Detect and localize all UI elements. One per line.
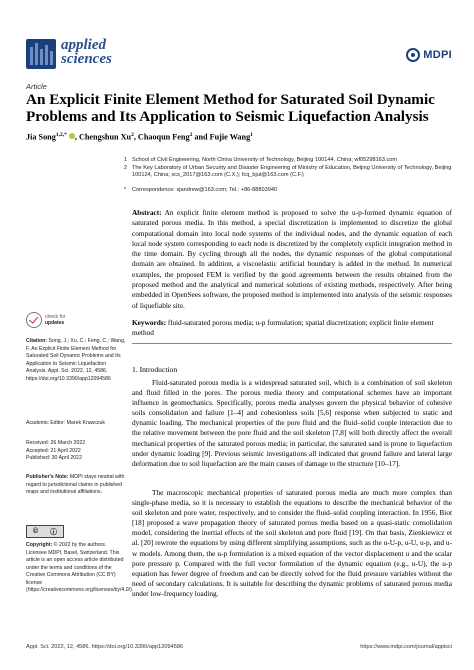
publisher-note: [26, 474, 126, 497]
author-affil-mark: 2: [189, 132, 193, 138]
check-for-updates-button[interactable]: [26, 312, 65, 328]
title-line-2: Problems and Its Application to Seismic Liquefaction Analysis: [26, 108, 429, 125]
affiliation-mark: 2: [124, 165, 128, 171]
affiliation-1: [124, 157, 452, 164]
citation-text: Song, J.; Xu, C.; Feng, C.; Wang, F. An Explicit Finite Element Method for Saturated Soil Dynamic Problems and Its Application to Seismic Liquefaction Analysis. Appl. Sci. 2022, 12, 4586. https://doi.org/10.3390/app12094586: [26, 338, 126, 382]
publisher-note-label: Publisher's Note:: [26, 474, 69, 480]
check-updates-line2: updates: [45, 320, 65, 326]
author-name[interactable]: Jia Song: [26, 132, 56, 142]
check-updates-icon: [26, 312, 42, 328]
publisher-name: MDPI: [423, 49, 452, 61]
accepted-date: Accepted: 21 April 2022: [26, 447, 81, 454]
correspondence-text: Correspondence: sjandrew@163.com; Tel.: +86-88803940: [132, 187, 278, 193]
affiliation-text: School of Civil Engineering, North China University of Technology, Beijing 100144, China; wf05298163.com: [132, 157, 398, 163]
affiliation-text: The Key Laboratory of Urban Security and Disaster Engineering of Ministry of Education, Beijing University of Technology, Beijing 100124, China; xcs_2017@163.com (C.X.); fcq_bjut@163.com (C.F.): [132, 165, 452, 179]
affiliation-2: [124, 165, 452, 179]
academic-editor: Academic Editor: Marek Krawczuk: [26, 420, 105, 426]
keywords: [132, 318, 452, 339]
copyright-label: Copyright:: [26, 542, 53, 548]
abstract-label: Abstract:: [132, 208, 162, 217]
publisher-logo[interactable]: [406, 48, 452, 62]
author-name[interactable]: , Chengshun Xu: [74, 132, 132, 142]
citation-block: [26, 338, 126, 383]
author-affil-mark: 1,2,*: [55, 132, 67, 138]
article-title: [26, 91, 456, 125]
copyright-text: © 2022 by the authors. Licensee MDPI, Basel, Switzerland. This article is an open access article distributed under the terms and conditions of the Creative Commons Attribution (CC BY) license (https://creativecommons.org/licenses/by/4.0/).: [26, 542, 134, 593]
publisher-note-text: MDPI stays neutral with regard to jurisdictional claims in published maps and institutional affiliations.: [26, 474, 125, 495]
journal-logo-icon: [26, 39, 56, 69]
cc-license-badge[interactable]: [26, 525, 64, 538]
affiliation-mark: *: [124, 187, 127, 193]
author-name[interactable]: and Fujie Wang: [192, 132, 251, 142]
journal-name-line2: sciences: [61, 51, 112, 67]
keywords-text: fluid-saturated porous media; u-p formulation; spatial discretization; explicit finite element method: [132, 318, 434, 338]
divider: [132, 343, 452, 344]
citation-label: Citation:: [26, 338, 48, 344]
affiliation-mark: 1: [124, 157, 128, 163]
title-line-1: An Explicit Finite Element Method for Saturated Soil Dynamic: [26, 91, 435, 108]
journal-name-line1: applied: [61, 37, 106, 53]
section-title: 1. Introduction: [132, 365, 178, 374]
check-updates-line1: check for: [45, 314, 66, 320]
keywords-label: Keywords:: [132, 318, 167, 327]
author-name[interactable]: , Chaoqun Feng: [133, 132, 190, 142]
abstract-text: An explicit finite element method is proposed to solve the u-p-formed dynamic equation of saturated porous media. In this method, a special discretization is implemented to discretize the global computational domain into local node systems of the individual nodes, and the dynamic equation of each local node system corresponding to each node is discretized by the completely explicit integration method in the time domain. By cycling through all the nodes, the dynamic responses of the global computational domain are obtained. In addition, a viscoelastic artificial boundary is added in the method. In numerical examples, the proposed FEM is verified by the good agreements between the results obtained from the proposed method and the analytical and numerical solutions of existing methods, respectively. After being embedded in OpenSees software, the proposed method is implemented into analysis of the seismic responses of liquefiable site.: [132, 208, 452, 310]
journal-name[interactable]: [61, 38, 112, 66]
footer-citation[interactable]: Appl. Sci. 2022, 12, 4586. https://doi.org/10.3390/app12094586: [26, 644, 184, 650]
by-icon: ⓘ: [50, 528, 58, 536]
published-date: Published: 30 April 2022: [26, 455, 82, 461]
paragraph-text: Fluid-saturated porous media is a widespread saturated soil, which is a combination of soil skeleton and fluid filled in the pores. The porous media theory and computational schemes have an important influence in geomechanics. Specifically, porous media analyses govern the physical behavior of cohesive soils consolidation and failure [1–4] and cohesionless soils [5,6] response when subjected to static and dynamic loading. The mechanical properties of the pore fluid and the fluid–solid couple interaction due to the relative movement between the pore fluid and the soil skeleton [7,8] will both directly affect the overall mechanical properties of the saturated porous media; in particular, the saturated sand is prone to liquefaction under dynamic loading [9]. Previous seismic investigations all indicated that ground failure and lateral large deformation due to soil liquefaction are the main causes of damage to the structure [10–17].: [132, 378, 452, 468]
received-date: Received: 26 March 2022: [26, 440, 86, 446]
correspondence: [124, 187, 452, 194]
author-list: [26, 132, 253, 142]
article-type: Article: [26, 82, 47, 91]
cc-icon: ©: [32, 528, 39, 535]
paragraph-text: The macroscopic mechanical properties of saturated porous media are much more complex than single-phase media, so it is necessary to establish the equations to describe the mechanical behavior of the soil skeleton and pore water, respectively, and to consider the fluid–solid coupling interaction. In 1956, Biot [18] proposed a wave propagation theory of saturated porous media based on a quasi-static consolidation model, considering the inertial effects of the soil skeleton and pore fluid [19]. On that basis, Zienkiewicz et al. [20] rewrote the equations by using different simplifying assumptions, such as the u-U-p, u-U, u-p, and u-w models. Among them, the u-p formulation is a mixed equation of the vector displacement u and the scalar pore pressure p. Compared with the full vector formulation of the dynamic equation (e.g., u-U), the u-p equation has fewer degree of freedom and can be directly solved for the fluid pressure variables without the need of secondary calculations. It is suitable for describing the dynamic problems of saturated porous media under low-frequency loading.: [132, 488, 452, 598]
abstract: [132, 208, 452, 311]
publication-dates: [26, 440, 126, 463]
footer-journal-link[interactable]: https://www.mdpi.com/journal/applsci: [360, 644, 452, 650]
intro-paragraph-1: [132, 378, 452, 469]
author-affil-mark: 2: [131, 132, 134, 138]
author-affil-mark: 1: [250, 132, 253, 138]
intro-paragraph-2: [132, 488, 452, 599]
mdpi-logo-icon: [406, 48, 420, 62]
copyright: [26, 542, 134, 595]
